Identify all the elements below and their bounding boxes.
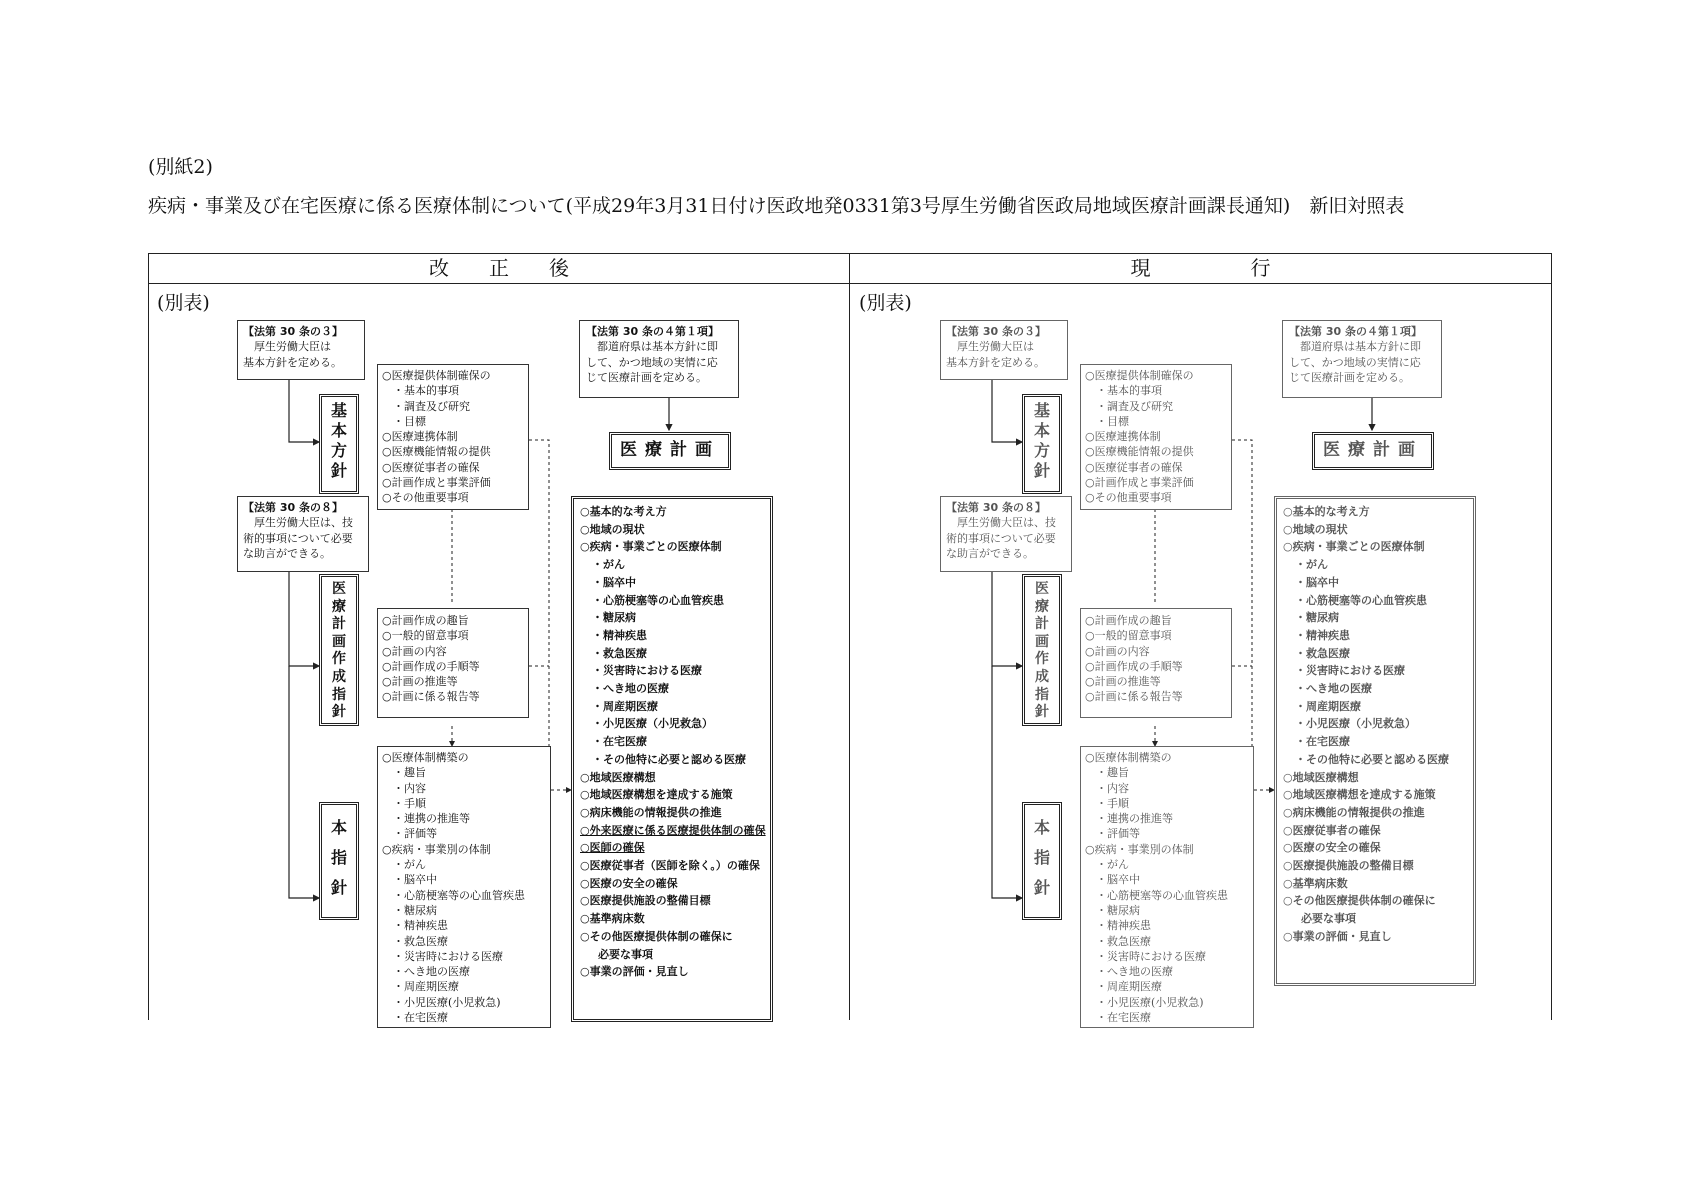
medical-plan-item: ○疾病・事業ごとの医療体制 bbox=[1283, 540, 1425, 554]
this-guideline-title bbox=[319, 802, 359, 920]
this-guideline-char: 指 bbox=[1033, 848, 1050, 867]
plan-guideline-item: ○計画に係る報告等 bbox=[1085, 690, 1183, 704]
this-guideline-char: 針 bbox=[1033, 878, 1050, 897]
medical-plan-item: ・へき地の医療 bbox=[592, 682, 669, 696]
law-30-3-line: 厚生労働大臣は bbox=[946, 340, 1034, 354]
law-30-4-box bbox=[579, 320, 739, 398]
medical-plan-item: ○地域の現状 bbox=[580, 522, 645, 536]
this-guideline-item: ・救急医療 bbox=[382, 934, 448, 948]
this-guideline-item: ・がん bbox=[1085, 858, 1129, 872]
comparison-table bbox=[148, 253, 1552, 1025]
medical-plan-item: ○医師の確保 bbox=[580, 841, 645, 855]
this-guideline-item: ・心筋梗塞等の心血管疾患 bbox=[1085, 888, 1228, 902]
medical-plan-item: ○基準病床数 bbox=[1283, 876, 1348, 890]
this-guideline-item: ・評価等 bbox=[1085, 827, 1140, 841]
medical-plan-item: ○医療従事者の確保 bbox=[1283, 823, 1381, 837]
medical-plan-item: ○外来医療に係る医療提供体制の確保 bbox=[580, 823, 766, 837]
this-guideline-item: ・糖尿病 bbox=[1085, 903, 1140, 917]
basic-policy-title bbox=[319, 394, 359, 494]
plan-guideline-char: 画 bbox=[1035, 633, 1049, 650]
plan-guideline-char: 針 bbox=[332, 704, 346, 721]
this-guideline-item: ・評価等 bbox=[382, 827, 437, 841]
basic-policy-item: ○医療従事者の確保 bbox=[382, 460, 480, 474]
basic-policy-item: ○医療連携体制 bbox=[1085, 430, 1161, 444]
medical-plan-items bbox=[571, 496, 773, 1022]
law-30-4-line: 都道府県は基本方針に即 bbox=[586, 340, 718, 354]
this-guideline-item: ・へき地の医療 bbox=[382, 965, 470, 979]
medical-plan-item: ○事業の評価・見直し bbox=[580, 965, 689, 979]
this-guideline-item: ・災害時における医療 bbox=[1085, 949, 1206, 963]
plan-guideline-char: 指 bbox=[1035, 686, 1049, 703]
this-guideline-item: ・救急医療 bbox=[1085, 934, 1151, 948]
law-30-4-title: 【法第 30 条の４第１項】 bbox=[1289, 325, 1422, 338]
this-guideline-item: ・小児医療(小児救急) bbox=[382, 995, 501, 1009]
law-30-8-line: な助言ができる。 bbox=[946, 546, 1034, 560]
plan-guideline-char: 作 bbox=[1035, 651, 1049, 668]
law-30-3-line: 基本方針を定める。 bbox=[243, 355, 342, 369]
medical-plan-item: ○医療提供施設の整備目標 bbox=[580, 894, 711, 908]
basic-policy-item: ・調査及び研究 bbox=[382, 399, 470, 413]
medical-plan-item: ・周産期医療 bbox=[592, 699, 658, 713]
law-30-8-line: 厚生労働大臣は、技 bbox=[946, 516, 1056, 530]
law-30-4-line: して、かつ地域の実情に応 bbox=[586, 355, 718, 369]
medical-plan-item: ○医療の安全の確保 bbox=[1283, 841, 1381, 855]
medical-plan-item: ・救急医療 bbox=[592, 646, 647, 660]
medical-plan-item: ・心筋梗塞等の心血管疾患 bbox=[1295, 593, 1427, 607]
basic-policy-char: 針 bbox=[330, 461, 347, 480]
basic-policy-item: ○その他重要事項 bbox=[382, 491, 469, 505]
law-30-4-line: じて医療計画を定める。 bbox=[1289, 370, 1410, 384]
plan-guideline-char: 医 bbox=[1035, 581, 1049, 597]
medical-plan-item: ・災害時における医療 bbox=[592, 664, 702, 678]
medical-plan-item: ・在宅医療 bbox=[1295, 735, 1350, 749]
medical-plan-item: ○事業の評価・見直し bbox=[1283, 929, 1392, 943]
basic-policy-items bbox=[1080, 364, 1232, 510]
law-30-3-title: 【法第 30 条の３】 bbox=[243, 325, 343, 338]
law-30-3-box bbox=[237, 320, 365, 380]
medical-plan-item: ・精神疾患 bbox=[592, 628, 647, 642]
plan-guideline-char: 計 bbox=[332, 616, 346, 633]
plan-guideline-item: ○計画の内容 bbox=[382, 644, 447, 658]
medical-plan-item: ○地域医療構想を達成する施策 bbox=[1283, 788, 1436, 802]
medical-plan-item: ○疾病・事業ごとの医療体制 bbox=[580, 540, 722, 554]
medical-plan-item: ○基準病床数 bbox=[580, 912, 645, 926]
law-30-8-line: 術的事項について必要 bbox=[243, 531, 353, 545]
column-divider bbox=[849, 283, 850, 1020]
this-guideline-item: ・小児医療(小児救急) bbox=[1085, 995, 1204, 1009]
this-guideline-items bbox=[1080, 746, 1254, 1028]
medical-plan-item: ・周産期医療 bbox=[1295, 699, 1361, 713]
plan-guideline-item: ○一般的留意事項 bbox=[382, 629, 469, 643]
plan-guideline-item: ○計画作成の趣旨 bbox=[1085, 614, 1172, 627]
basic-policy-item: ○医療機能情報の提供 bbox=[1085, 445, 1194, 459]
basic-policy-items bbox=[377, 364, 529, 510]
plan-guideline-item: ○計画の推進等 bbox=[382, 675, 458, 689]
medical-plan-item: ・災害時における医療 bbox=[1295, 664, 1405, 678]
law-30-3-title: 【法第 30 条の３】 bbox=[946, 325, 1046, 338]
law-30-4-box bbox=[1282, 320, 1442, 398]
medical-plan-item: ・小児医療（小児救急） bbox=[1295, 717, 1416, 731]
basic-policy-item: ○その他重要事項 bbox=[1085, 491, 1172, 505]
plan-guideline-item: ○一般的留意事項 bbox=[1085, 629, 1172, 643]
law-30-4-line: じて医療計画を定める。 bbox=[586, 370, 707, 384]
medical-plan-item: 必要な事項 bbox=[1301, 912, 1356, 926]
basic-policy-item: ○医療提供体制確保の bbox=[382, 369, 491, 382]
plan-guideline-item: ○計画作成の手順等 bbox=[1085, 659, 1183, 673]
medical-plan-item: ・脳卒中 bbox=[592, 575, 636, 589]
basic-policy-title bbox=[1022, 394, 1062, 494]
this-guideline-item: ・内容 bbox=[382, 781, 426, 795]
this-guideline-item: ・へき地の医療 bbox=[1085, 965, 1173, 979]
plan-guideline-item: ○計画の内容 bbox=[1085, 644, 1150, 658]
this-guideline-item: ・糖尿病 bbox=[382, 903, 437, 917]
this-guideline-item: ・手順 bbox=[382, 796, 426, 810]
this-guideline-item: ・脳卒中 bbox=[1085, 873, 1140, 887]
this-guideline-item: ・精神疾患 bbox=[1085, 919, 1151, 933]
basic-policy-char: 基 bbox=[1033, 401, 1050, 420]
medical-plan-item: ○地域医療構想 bbox=[580, 770, 656, 784]
medical-plan-item: ○地域医療構想を達成する施策 bbox=[580, 788, 733, 802]
medical-plan-item: ○基本的な考え方 bbox=[580, 505, 667, 518]
this-guideline-item: ○疾病・事業別の体制 bbox=[1085, 842, 1194, 856]
plan-guideline-char: 療 bbox=[332, 598, 346, 615]
medical-plan-item: ・在宅医療 bbox=[592, 735, 647, 749]
medical-plan-item: ○医療従事者（医師を除く。）の確保 bbox=[580, 859, 760, 873]
basic-policy-item: ○計画作成と事業評価 bbox=[1085, 476, 1194, 490]
plan-guideline-char: 成 bbox=[332, 668, 346, 685]
this-guideline-item: ・精神疾患 bbox=[382, 919, 448, 933]
medical-plan-items bbox=[1274, 496, 1476, 986]
basic-policy-item: ○医療連携体制 bbox=[382, 430, 458, 444]
medical-plan-item: ○地域医療構想 bbox=[1283, 770, 1359, 784]
attachment-note: (別紙2) bbox=[148, 156, 213, 178]
medical-plan-item: ○その他医療提供体制の確保に bbox=[1283, 894, 1436, 908]
medical-plan-item: ・がん bbox=[1295, 558, 1328, 572]
this-guideline-item: ・在宅医療 bbox=[382, 1011, 448, 1025]
medical-plan-item: ○医療提供施設の整備目標 bbox=[1283, 859, 1414, 873]
plan-guideline-char: 指 bbox=[332, 686, 346, 703]
this-guideline-item: ・災害時における医療 bbox=[382, 949, 503, 963]
this-guideline-item: ・趣旨 bbox=[1085, 766, 1129, 780]
column-header-current: 現 行 bbox=[850, 254, 1551, 284]
this-guideline-item: ○医療体制構築の bbox=[382, 751, 469, 764]
medical-plan-item: ・精神疾患 bbox=[1295, 628, 1350, 642]
this-guideline-item: ・内容 bbox=[1085, 781, 1129, 795]
this-guideline-item: ○疾病・事業別の体制 bbox=[382, 842, 491, 856]
plan-guideline-char: 計 bbox=[1035, 616, 1049, 633]
law-30-3-line: 基本方針を定める。 bbox=[946, 355, 1045, 369]
law-30-8-title: 【法第 30 条の８】 bbox=[243, 501, 343, 514]
law-30-4-title: 【法第 30 条の４第１項】 bbox=[586, 325, 719, 338]
plan-guideline-item: ○計画作成の趣旨 bbox=[382, 614, 469, 627]
basic-policy-char: 針 bbox=[1033, 461, 1050, 480]
law-30-3-box bbox=[940, 320, 1068, 380]
law-30-8-line: 厚生労働大臣は、技 bbox=[243, 516, 353, 530]
basic-policy-item: ・目標 bbox=[382, 414, 426, 428]
revised-diagram bbox=[231, 314, 766, 1025]
plan-guideline-char: 療 bbox=[1035, 598, 1049, 615]
basic-policy-item: ○計画作成と事業評価 bbox=[382, 476, 491, 490]
law-30-4-line: 都道府県は基本方針に即 bbox=[1289, 340, 1421, 354]
plan-guideline-title bbox=[1022, 574, 1062, 726]
medical-plan-item: ・小児医療（小児救急） bbox=[592, 717, 713, 731]
medical-plan-item: 必要な事項 bbox=[598, 947, 653, 961]
medical-plan-item: ○医療の安全の確保 bbox=[580, 876, 678, 890]
this-guideline-title bbox=[1022, 802, 1062, 920]
this-guideline-item: ・脳卒中 bbox=[382, 873, 437, 887]
plan-guideline-char: 成 bbox=[1035, 668, 1049, 685]
basic-policy-char: 本 bbox=[330, 421, 347, 440]
plan-guideline-title bbox=[319, 574, 359, 726]
basic-policy-char: 方 bbox=[330, 441, 347, 460]
this-guideline-char: 針 bbox=[330, 878, 347, 897]
law-30-8-line: 術的事項について必要 bbox=[946, 531, 1056, 545]
basic-policy-item: ・調査及び研究 bbox=[1085, 399, 1173, 413]
medical-plan-title: 医療計画 bbox=[1312, 432, 1434, 470]
this-guideline-item: ・がん bbox=[382, 858, 426, 872]
medical-plan-title: 医療計画 bbox=[609, 432, 731, 470]
this-guideline-char: 本 bbox=[1033, 818, 1050, 837]
medical-plan-item: ・糖尿病 bbox=[592, 611, 636, 625]
this-guideline-char: 指 bbox=[330, 848, 347, 867]
basic-policy-item: ・基本的事項 bbox=[1085, 384, 1162, 398]
plan-guideline-char: 針 bbox=[1035, 704, 1049, 721]
basic-policy-item: ・目標 bbox=[1085, 414, 1129, 428]
medical-plan-item: ・糖尿病 bbox=[1295, 611, 1339, 625]
this-guideline-item: ・周産期医療 bbox=[382, 980, 459, 994]
medical-plan-item: ・へき地の医療 bbox=[1295, 682, 1372, 696]
law-30-8-box bbox=[940, 496, 1072, 572]
plan-guideline-char: 画 bbox=[332, 633, 346, 650]
medical-plan-item: ・脳卒中 bbox=[1295, 575, 1339, 589]
basic-policy-item: ・基本的事項 bbox=[382, 384, 459, 398]
law-30-3-line: 厚生労働大臣は bbox=[243, 340, 331, 354]
plan-guideline-item: ○計画作成の手順等 bbox=[382, 659, 480, 673]
basic-policy-char: 方 bbox=[1033, 441, 1050, 460]
medical-plan-item: ○その他医療提供体制の確保に bbox=[580, 929, 733, 943]
current-panel-label: (別表) bbox=[859, 292, 912, 314]
this-guideline-item: ○医療体制構築の bbox=[1085, 751, 1172, 764]
basic-policy-char: 基 bbox=[330, 401, 347, 420]
revised-panel-label: (別表) bbox=[157, 292, 210, 314]
medical-plan-item: ・その他特に必要と認める医療 bbox=[592, 752, 746, 766]
medical-plan-item: ・心筋梗塞等の心血管疾患 bbox=[592, 593, 724, 607]
medical-plan-item: ○病床機能の情報提供の推進 bbox=[1283, 805, 1425, 819]
plan-guideline-char: 作 bbox=[332, 651, 346, 668]
medical-plan-item: ○基本的な考え方 bbox=[1283, 505, 1370, 518]
this-guideline-items bbox=[377, 746, 551, 1028]
medical-plan-item: ・その他特に必要と認める医療 bbox=[1295, 752, 1449, 766]
medical-plan-item: ○地域の現状 bbox=[1283, 522, 1348, 536]
medical-plan-item: ・がん bbox=[592, 558, 625, 572]
this-guideline-item: ・手順 bbox=[1085, 796, 1129, 810]
this-guideline-item: ・連携の推進等 bbox=[1085, 812, 1173, 826]
law-30-8-box bbox=[237, 496, 369, 572]
document-title: 疾病・事業及び在宅医療に係る医療体制について(平成29年3月31日付け医政地発0331第3号厚生労働省医政局地域医療計画課長通知) 新旧対照表 bbox=[148, 195, 1405, 217]
plan-guideline-item: ○計画に係る報告等 bbox=[382, 690, 480, 704]
this-guideline-char: 本 bbox=[330, 818, 347, 837]
basic-policy-char: 本 bbox=[1033, 421, 1050, 440]
current-diagram bbox=[934, 314, 1469, 1025]
plan-guideline-item: ○計画の推進等 bbox=[1085, 675, 1161, 689]
basic-policy-item: ○医療提供体制確保の bbox=[1085, 369, 1194, 382]
this-guideline-item: ・心筋梗塞等の心血管疾患 bbox=[382, 888, 525, 902]
this-guideline-item: ・趣旨 bbox=[382, 766, 426, 780]
plan-guideline-items bbox=[1080, 608, 1232, 718]
law-30-8-title: 【法第 30 条の８】 bbox=[946, 501, 1046, 514]
law-30-8-line: な助言ができる。 bbox=[243, 546, 331, 560]
basic-policy-item: ○医療機能情報の提供 bbox=[382, 445, 491, 459]
medical-plan-item: ・救急医療 bbox=[1295, 646, 1350, 660]
law-30-4-line: して、かつ地域の実情に応 bbox=[1289, 355, 1421, 369]
this-guideline-item: ・周産期医療 bbox=[1085, 980, 1162, 994]
this-guideline-item: ・在宅医療 bbox=[1085, 1011, 1151, 1025]
plan-guideline-items bbox=[377, 608, 529, 718]
this-guideline-item: ・連携の推進等 bbox=[382, 812, 470, 826]
medical-plan-item: ○病床機能の情報提供の推進 bbox=[580, 805, 722, 819]
column-header-revised: 改 正 後 bbox=[149, 254, 850, 284]
plan-guideline-char: 医 bbox=[332, 581, 346, 597]
basic-policy-item: ○医療従事者の確保 bbox=[1085, 460, 1183, 474]
